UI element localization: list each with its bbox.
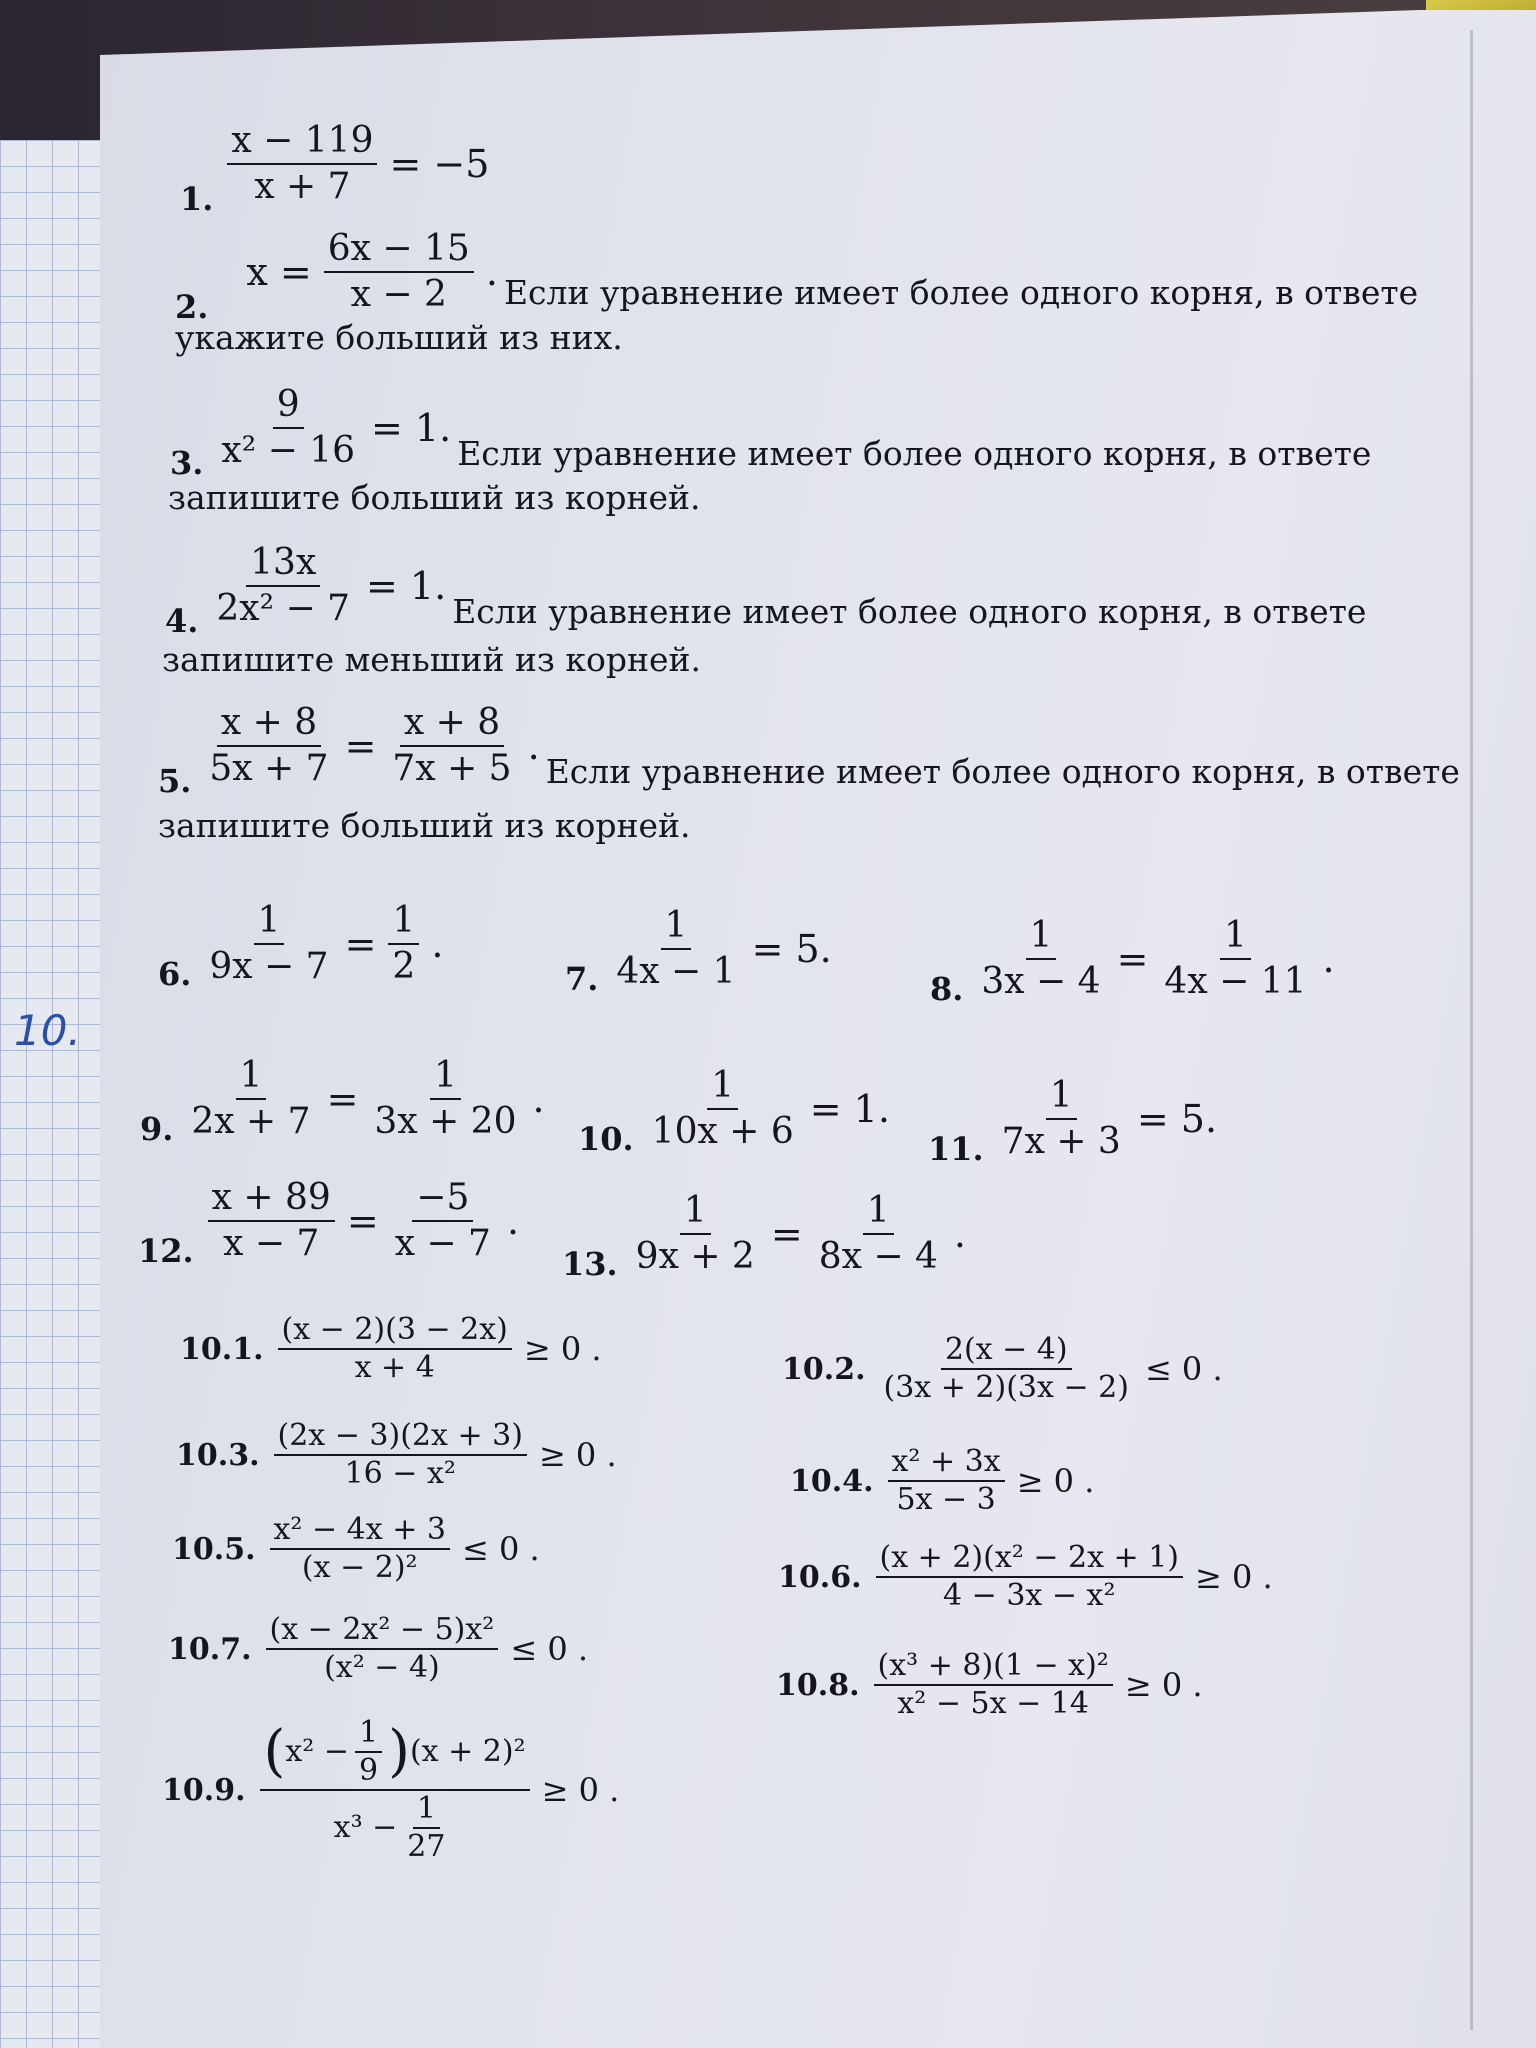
problem-12: 12. $\frac{x + 89}{x - 7}$ = $\frac{-5}{x - 7}$ .: [138, 1177, 520, 1270]
fraction: $\frac{\text{(x³ + 8)(1 − x)²}}{\text{x² − 5x − 14}}$: [874, 1648, 1113, 1722]
fraction: $\frac{1}{9x + 2}$: [635, 1190, 755, 1277]
fraction: $\frac{2(x - 4)}{(3x + 2)(3x - 2)}$: [883, 1332, 1129, 1405]
fraction: $\frac{1}{10x + 6}$: [651, 1065, 794, 1152]
inequality-10-6: 10.6. $\frac{\text{(x + 2)(x² − 2x + 1)}}{\text{4 − 3x − x²}}$ ≥ 0 .: [778, 1540, 1273, 1613]
problem-6: 6. $\frac{1}{9x - 7}$ = $\frac{1}{2}$ .: [158, 900, 444, 993]
inner-fraction: $\frac{1}{27}$: [407, 1791, 446, 1864]
fraction: $\frac{1}{9x - 7}$: [209, 900, 329, 987]
problem-2: 2. x = $\frac{6x - 15}{x - 2}$ . Если уравнение имеет более одного корня, в ответе: [175, 228, 1419, 326]
inequality-10-4: 10.4. $\frac{\text{x² + 3x}}{5x - 3}$ ≥ 0 .: [790, 1444, 1095, 1517]
fraction: $\frac{x + 8}{5x + 7}$: [209, 702, 329, 789]
inequality-10-1: 10.1. $\frac{(x - 2)(3 - 2x)}{x + 4}$ ≥ 0 .: [180, 1312, 602, 1385]
problem-4-text-line2: запишите меньший из корней.: [162, 640, 702, 679]
page-fold: [1470, 30, 1473, 2030]
problem-7: 7. $\frac{1}{4x - 1}$ = 5.: [565, 905, 832, 998]
fraction: $\frac{1}{4x - 11}$: [1164, 915, 1307, 1002]
fraction: $\frac{\text{(x + 2)(x² − 2x + 1)}}{\text{4 − 3x − x²}}$: [876, 1540, 1184, 1614]
denominator: x³ − $\frac{1}{27}$: [330, 1791, 460, 1865]
problem-5: 5. $\frac{x + 8}{5x + 7}$ = $\frac{x + 8}{7x + 5}$ . Если уравнение имеет более одного корня, в ответе: [158, 702, 1460, 800]
inequality-10-5: 10.5. $\frac{\text{x² − 4x + 3}}{\text{(x − 2)²}}$ ≤ 0 .: [172, 1512, 540, 1585]
inequality-10-2: 10.2. $\frac{2(x - 4)}{(3x + 2)(3x - 2)}$ ≤ 0 .: [782, 1332, 1223, 1405]
fraction: $\frac{1}{4x - 1}$: [616, 905, 736, 992]
fraction: $\frac{1}{2}$: [388, 899, 419, 989]
problem-11: 11. $\frac{1}{7x + 3}$ = 5.: [928, 1075, 1218, 1168]
fraction: $\frac{-5}{x - 7}$: [394, 1177, 491, 1264]
fraction: $\frac{13x}{\text{2x² − 7}}$: [216, 542, 350, 629]
margin-note: 10.: [14, 1006, 81, 1055]
problem-8: 8. $\frac{1}{3x - 4}$ = $\frac{1}{4x - 11}$ .: [930, 915, 1335, 1008]
fraction: $\frac{9}{\text{x² − 16}}$: [221, 384, 355, 471]
problem-3: 3. $\frac{9}{\text{x² − 16}}$ = 1. Если уравнение имеет более одного корня, в ответе: [170, 384, 1372, 482]
fraction: $\frac{1}{7x + 3}$: [1001, 1075, 1121, 1162]
paren-close: ): [388, 1719, 410, 1784]
fraction: $\frac{1}{8x - 4}$: [818, 1190, 938, 1277]
inequality-10-8: 10.8. $\frac{\text{(x³ + 8)(1 − x)²}}{\text{x² − 5x − 14}}$ ≥ 0 .: [776, 1648, 1203, 1721]
fraction: $\frac{1}{3x + 20}$: [374, 1055, 517, 1142]
fraction: $\frac{(x - 2)(3 - 2x)}{x + 4}$: [278, 1312, 512, 1386]
fraction: $\frac{x + 8}{7x + 5}$: [392, 702, 512, 789]
problem-9: 9. $\frac{1}{2x + 7}$ = $\frac{1}{3x + 20}$ .: [140, 1055, 545, 1148]
fraction: $\frac{x - 119}{x + 7}$: [227, 119, 377, 209]
fraction: $\frac{1}{3x - 4}$: [981, 915, 1101, 1002]
problem-1: 1. $\frac{x - 119}{x + 7}$ = −5: [180, 120, 490, 218]
fraction: $\frac{6x - 15}{x - 2}$: [324, 227, 474, 317]
fraction: $\frac{1}{2x + 7}$: [191, 1055, 311, 1142]
fraction: $\frac{(2x - 3)(2x + 3)}{\text{16 − x²}}$: [274, 1418, 527, 1492]
numerator: ( x² − $\frac{1}{9}$ ) (x + 2)²: [260, 1715, 530, 1791]
problem-5-text-line2: запишите больший из корней.: [158, 806, 691, 845]
inequality-10-7: 10.7. $\frac{\text{(x − 2x² − 5)x²}}{\text{(x² − 4)}}$ ≤ 0 .: [168, 1612, 589, 1685]
fraction: [260, 1715, 530, 1865]
fraction: $\frac{\text{(x − 2x² − 5)x²}}{\text{(x² − 4)}}$: [266, 1612, 499, 1686]
inequality-10-9: 10.9. ( x² − $\frac{1}{9}$ ) (x + 2)² x³ − $\frac{1}{27}$ ≥ 0 .: [162, 1715, 620, 1864]
fraction: $\frac{\text{x² + 3x}}{5x - 3}$: [888, 1444, 1005, 1518]
paren-open: (: [263, 1719, 286, 1784]
problem-3-text-line2: запишите больший из корней.: [168, 478, 701, 517]
inner-fraction: $\frac{1}{9}$: [355, 1715, 382, 1789]
fraction: $\frac{x + 89}{x - 7}$: [208, 1176, 335, 1266]
problem-4: 4. $\frac{13x}{\text{2x² − 7}}$ = 1. Если уравнение имеет более одного корня, в ответе: [165, 542, 1367, 640]
inequality-10-3: 10.3. $\frac{(2x - 3)(2x + 3)}{\text{16 − x²}}$ ≥ 0 .: [176, 1418, 617, 1491]
problem-2-text-line2: укажите больший из них.: [175, 318, 623, 357]
fraction: $\frac{\text{x² − 4x + 3}}{\text{(x − 2)²}}$: [270, 1512, 450, 1586]
problem-10: 10. $\frac{1}{10x + 6}$ = 1.: [578, 1065, 890, 1158]
problem-13: 13. $\frac{1}{9x + 2}$ = $\frac{1}{8x - 4}$ .: [562, 1190, 966, 1283]
